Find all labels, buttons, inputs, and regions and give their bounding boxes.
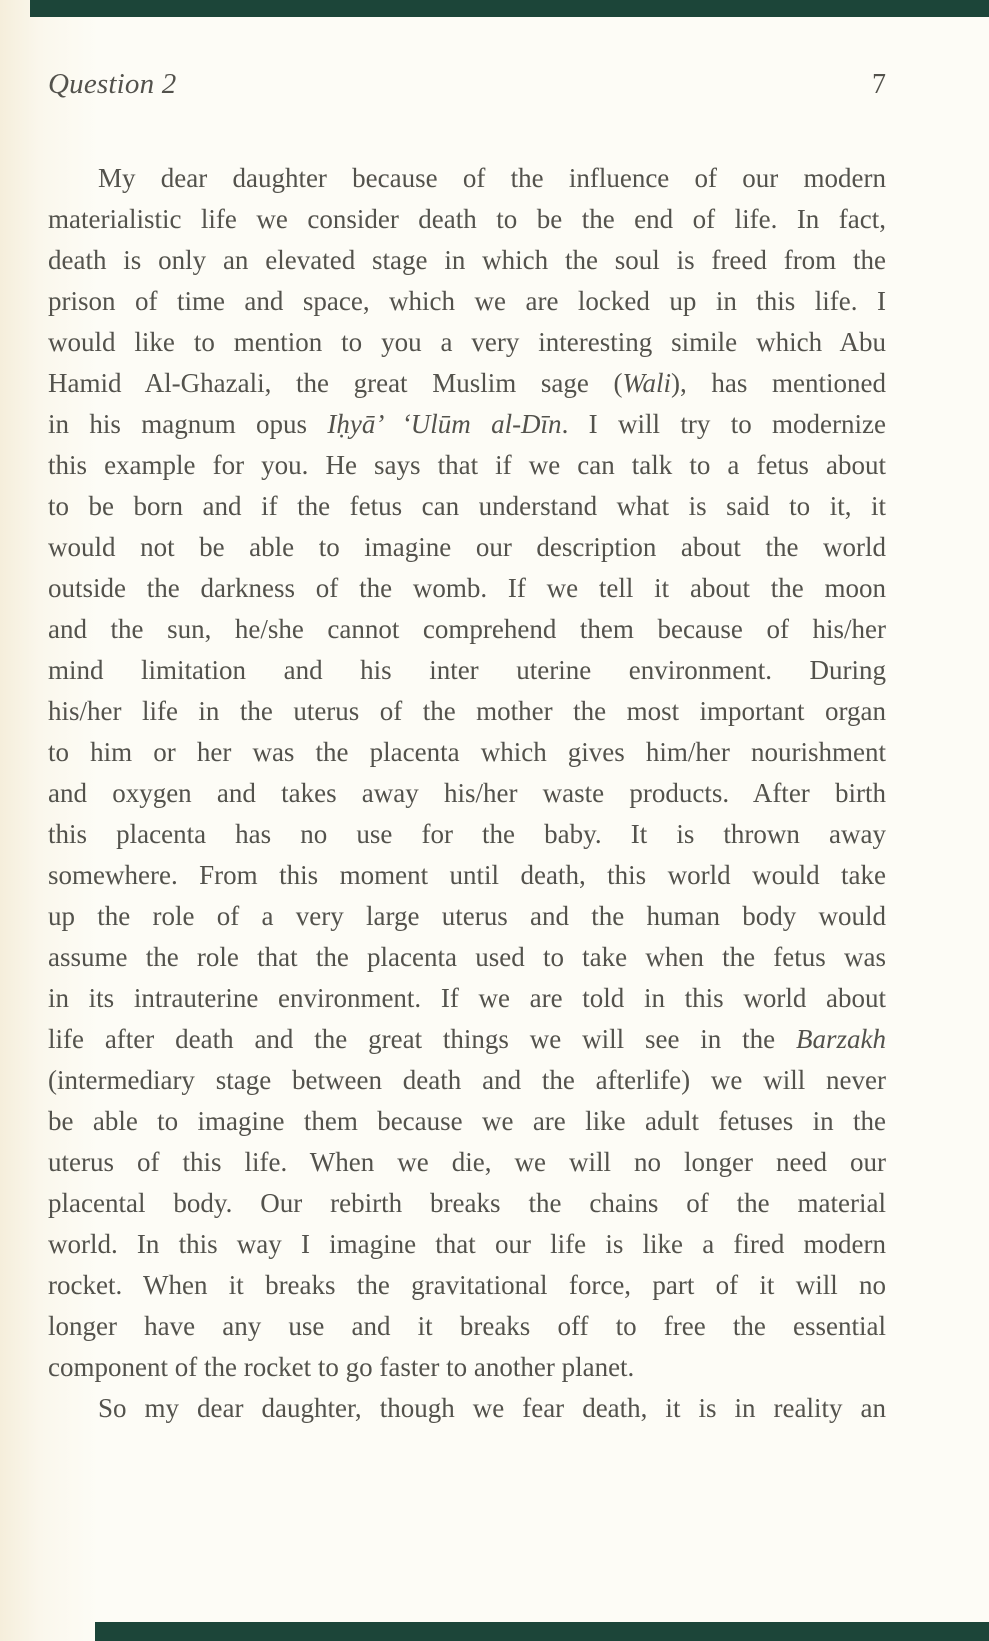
body-line — [48, 527, 886, 568]
body-text: be able to imagine them because we are like adult fetuses in the — [48, 1106, 886, 1136]
running-head — [48, 68, 886, 101]
body-text: would like to mention to you a very interesting simile which Abu — [48, 327, 886, 357]
body-text: mind limitation and his inter uterine environment. During — [48, 655, 886, 685]
body-text: in its intrauterine environment. If we are told in this world about — [48, 983, 886, 1013]
body-text: up the role of a very large uterus and the human body would — [48, 901, 886, 931]
body-text: to him or her was the placenta which gives him/her nourishment — [48, 737, 886, 767]
body-text: My dear daughter because of the influence of our modern — [98, 163, 886, 193]
body-line — [48, 1019, 886, 1060]
body-text: this placenta has no use for the baby. It is thrown away — [48, 819, 886, 849]
body-text: to be born and if the fetus can understand what is said to it, it — [48, 491, 886, 521]
body-line — [48, 568, 886, 609]
body-text: his/her life in the uterus of the mother the most important organ — [48, 696, 886, 726]
body-line — [48, 1347, 886, 1388]
page-number: 7 — [872, 69, 886, 100]
body-line — [48, 240, 886, 281]
body-text: component of the rocket to go faster to another planet. — [48, 1352, 635, 1382]
body-line — [48, 978, 886, 1019]
body-line — [48, 158, 886, 199]
body-text: ), has mentioned — [671, 368, 886, 398]
italic-term: Barzakh — [796, 1024, 886, 1054]
body-line — [48, 937, 886, 978]
body-line — [48, 609, 886, 650]
body-text: death is only an elevated stage in which the soul is freed from the — [48, 245, 886, 275]
scan-edge-artifact-top — [30, 0, 989, 17]
body-text: longer have any use and it breaks off to free the essential — [48, 1311, 886, 1341]
body-text: somewhere. From this moment until death, this world would take — [48, 860, 886, 890]
body-text: uterus of this life. When we die, we will no longer need our — [48, 1147, 886, 1177]
scan-edge-artifact-bottom — [95, 1622, 989, 1641]
body-text: assume the role that the placenta used to take when the fetus was — [48, 942, 886, 972]
body-line — [48, 773, 886, 814]
body-line — [48, 1101, 886, 1142]
italic-term: Wali — [622, 368, 671, 398]
body-line — [48, 1265, 886, 1306]
body-text: life after death and the great things we will see in the — [48, 1024, 796, 1054]
text-block — [48, 158, 886, 1429]
body-line — [48, 199, 886, 240]
body-line — [48, 363, 886, 404]
body-line — [48, 732, 886, 773]
body-line — [48, 1060, 886, 1101]
body-line — [48, 691, 886, 732]
body-line — [48, 1306, 886, 1347]
body-text: world. In this way I imagine that our life is like a fired modern — [48, 1229, 886, 1259]
body-line — [48, 650, 886, 691]
body-line — [48, 404, 886, 445]
body-text: Hamid Al-Ghazali, the great Muslim sage ( — [48, 368, 623, 398]
body-line — [48, 445, 886, 486]
body-line — [48, 1224, 886, 1265]
body-line — [48, 322, 886, 363]
body-line — [48, 486, 886, 527]
body-line — [48, 1183, 886, 1224]
body-text: . I will try to modernize — [561, 409, 886, 439]
body-line — [48, 855, 886, 896]
body-text: would not be able to imagine our description about the world — [48, 532, 886, 562]
chapter-title: Question 2 — [48, 68, 177, 100]
body-text: (intermediary stage between death and the afterlife) we will never — [48, 1065, 886, 1095]
italic-term: Iḥyā’ ‘Ulūm al-Dīn — [327, 409, 562, 439]
body-line — [48, 281, 886, 322]
body-text: in his magnum opus — [48, 409, 328, 439]
body-text: prison of time and space, which we are locked up in this life. I — [48, 286, 886, 316]
body-text: materialistic life we consider death to be the end of life. In fact, — [48, 204, 886, 234]
body-text: and the sun, he/she cannot comprehend them because of his/her — [48, 614, 886, 644]
body-line — [48, 814, 886, 855]
body-line — [48, 896, 886, 937]
body-line — [48, 1142, 886, 1183]
body-text: this example for you. He says that if we can talk to a fetus about — [48, 450, 886, 480]
body-text: So my dear daughter, though we fear death, it is in reality an — [98, 1393, 886, 1423]
body-line — [48, 1388, 886, 1429]
body-text: placental body. Our rebirth breaks the chains of the material — [48, 1188, 886, 1218]
body-text: outside the darkness of the womb. If we tell it about the moon — [48, 573, 886, 603]
body-text: rocket. When it breaks the gravitational force, part of it will no — [48, 1270, 886, 1300]
body-text: and oxygen and takes away his/her waste products. After birth — [48, 778, 886, 808]
